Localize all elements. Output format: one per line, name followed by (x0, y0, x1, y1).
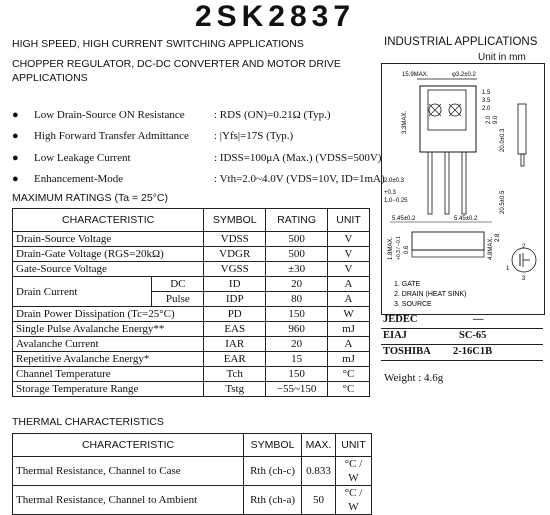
dim-d12: 4.8MAX. (488, 236, 494, 260)
feature-item (12, 108, 331, 122)
feature-label: Enhancement-Mode (34, 173, 124, 185)
package-outline-svg (382, 64, 544, 314)
feature-value: : RDS (ON)=0.21Ω (Typ.) (214, 109, 331, 121)
bullet-icon: ● (12, 173, 19, 185)
dim-d14: 1.5 (482, 90, 491, 96)
dim-d4: +0.3 (384, 190, 396, 196)
table-row: Drain Current DC ID 20 A (13, 277, 370, 292)
bullet-icon: ● (12, 109, 19, 121)
table-row: Drain-Source Voltage VDSS 500 V (13, 232, 370, 247)
table-row: Storage Temperature Range Tstg −55~150 °C (13, 382, 370, 397)
table-row: Drain-Gate Voltage (RGS=20kΩ) VDGR 500 V (13, 247, 370, 262)
pin-number-3: 3 (522, 276, 526, 282)
table-row: Single Pulse Avalanche Energy** EAS 960 mJ (13, 322, 370, 337)
header-characteristic: CHARACTERISTIC (13, 434, 244, 457)
dim-d9: 1.8MAX. (388, 236, 394, 260)
pin-number-2: 2 (522, 244, 526, 250)
application-line-2: CHOPPER REGULATOR, DC-DC CONVERTER AND MOTOR DRIVE APPLICATIONS (12, 58, 341, 84)
dim-d5: 5.45±0.2 (392, 216, 416, 222)
dim-d7: 20.0±0.3 (500, 128, 506, 152)
dim-d11: 0.6 (404, 245, 410, 254)
feature-label: High Forward Transfer Admittance (34, 130, 189, 142)
dim-d3: 1.0−0.25 (384, 198, 408, 204)
bullet-icon: ● (12, 130, 19, 142)
jedec-row: JEDEC — (381, 313, 543, 329)
header-symbol: SYMBOL (204, 209, 266, 232)
weight-label: Weight : 4.6g (384, 372, 444, 384)
page-title: 2SK2837 (194, 0, 356, 33)
dim-d18: 2.8 (495, 233, 501, 242)
bullet-icon: ● (12, 152, 19, 164)
unit-label: Unit in mm (478, 52, 526, 63)
table-row: Channel Temperature Tch 150 °C (13, 367, 370, 382)
application-line-1: HIGH SPEED, HIGH CURRENT SWITCHING APPLICATIONS (12, 38, 304, 50)
header-unit: UNIT (336, 434, 372, 457)
header-max: MAX. (302, 434, 336, 457)
feature-item (12, 151, 381, 165)
header-rating: RATING (266, 209, 328, 232)
package-heading: INDUSTRIAL APPLICATIONS (384, 36, 538, 48)
pin-label-gate: 1. GATE (394, 281, 421, 288)
pin-label-source: 3. SOURCE (394, 301, 432, 308)
dim-d2: 2.0±0.3 (384, 178, 404, 184)
feature-value: : IDSS=100μA (Max.) (VDSS=500V) (214, 152, 382, 164)
table-row: Gate-Source Voltage VGSS ±30 V (13, 262, 370, 277)
feature-item (12, 172, 385, 186)
dim-d17: 9.0 (493, 115, 499, 124)
table-row: Drain Power Dissipation (Tc=25°C) PD 150 W (13, 307, 370, 322)
dim-d10: +0.3 / −0.1 (396, 236, 402, 260)
dim-d15: 2.0 (482, 106, 491, 112)
dim-hole: φ3.2±0.2 (452, 72, 476, 78)
max-ratings-heading: MAXIMUM RATINGS (Ta = 25°C) (12, 192, 168, 204)
max-ratings-table (12, 208, 370, 397)
package-drawing (381, 63, 545, 315)
dim-d6: 5.45±0.2 (454, 216, 478, 222)
header-characteristic: CHARACTERISTIC (13, 209, 204, 232)
pin-label-drain: 2. DRAIN (HEAT SINK) (394, 291, 467, 298)
dim-top-width: 15.9MAX. (402, 72, 429, 78)
table-row: Thermal Resistance, Channel to Case Rth (ch-c) 0.833 °C / W (13, 457, 372, 486)
feature-value: : |Yfs|=17S (Typ.) (214, 130, 294, 142)
table-row: Avalanche Current IAR 20 A (13, 337, 370, 352)
thermal-heading: THERMAL CHARACTERISTICS (12, 416, 164, 428)
dim-d8: 20.5±0.5 (500, 190, 506, 214)
toshiba-row: TOSHIBA 2-16C1B (381, 345, 543, 361)
feature-item (12, 129, 293, 143)
feature-value: : Vth=2.0~4.0V (VDS=10V, ID=1mA) (214, 173, 385, 185)
feature-label: Low Leakage Current (34, 152, 131, 164)
eiaj-row: EIAJ SC-65 (381, 329, 543, 345)
feature-label: Low Drain-Source ON Resistance (34, 109, 185, 121)
table-row: Repetitive Avalanche Energy* EAR 15 mJ (13, 352, 370, 367)
dim-d13: 2.0 (486, 115, 492, 124)
table-row: Pulse IDP 80 A (13, 292, 370, 307)
pin-number-1: 1 (506, 266, 510, 272)
dim-d16: 3.5 (482, 98, 491, 104)
header-symbol: SYMBOL (244, 434, 302, 457)
header-unit: UNIT (328, 209, 370, 232)
dim-d1: 3.3MAX. (402, 110, 408, 134)
thermal-table (12, 433, 372, 515)
table-row: Thermal Resistance, Channel to Ambient Rth (ch-a) 50 °C / W (13, 486, 372, 515)
